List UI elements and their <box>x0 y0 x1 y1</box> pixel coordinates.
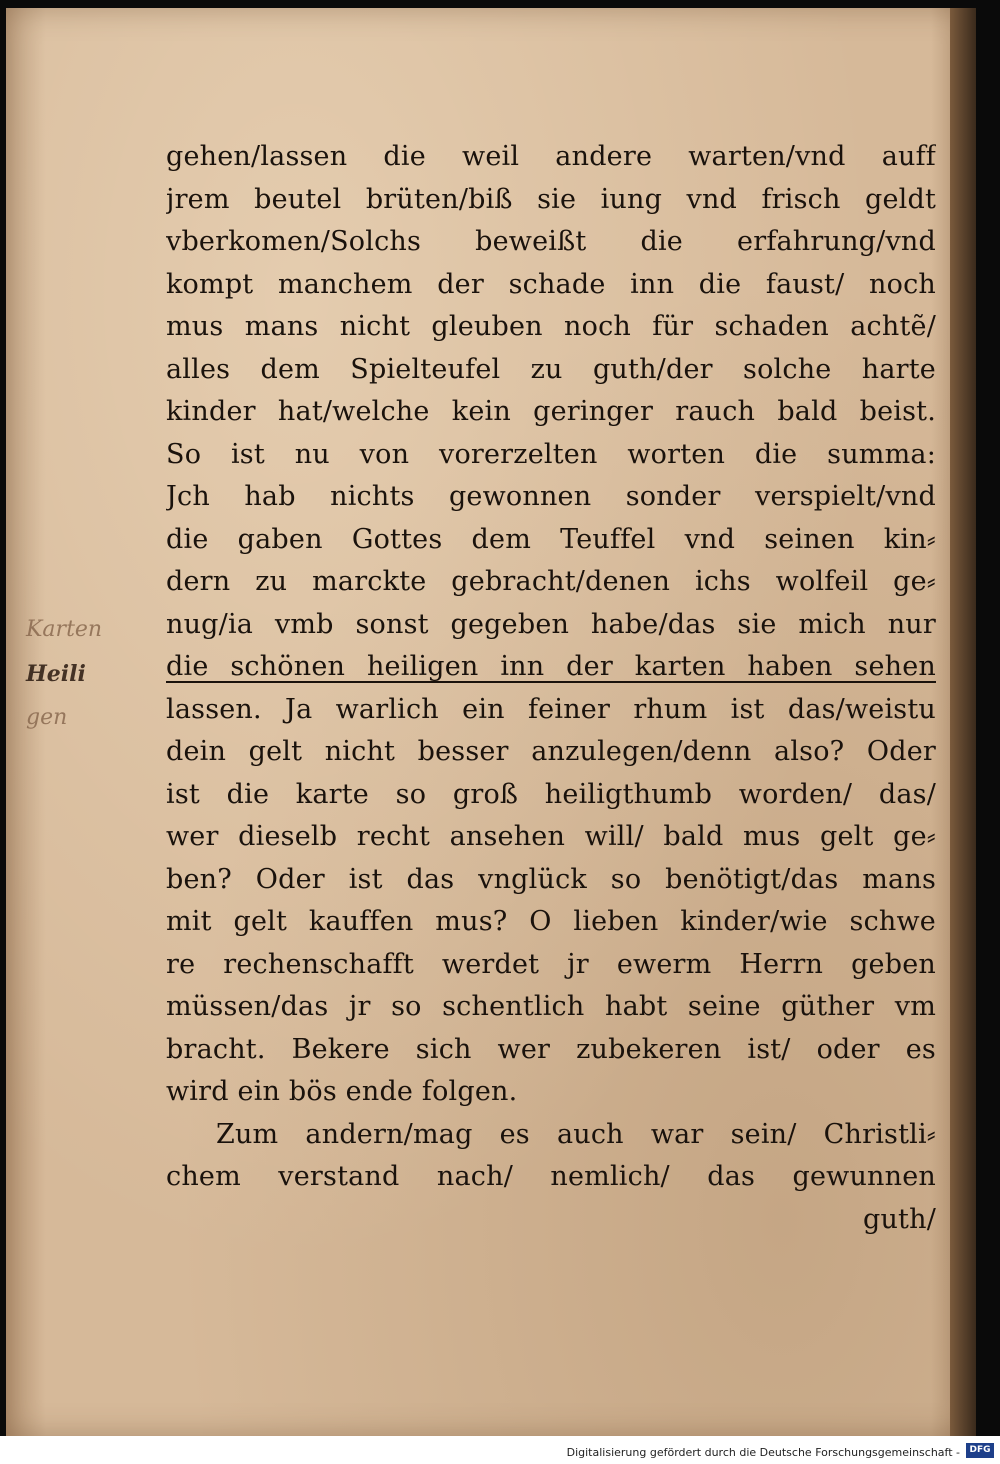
text-line: dern zu marckte gebracht/denen ichs wolfeil ge⸗ <box>166 566 936 597</box>
page-gutter <box>950 8 976 1436</box>
text-line: So ist nu von vorerzelten worten die summa: <box>166 438 936 470</box>
text-line: nug/ia vmb sonst gegeben habe/das sie mich nur <box>166 608 936 640</box>
text-line: die gaben Gottes dem Teuffel vnd seinen kin⸗ <box>166 523 936 555</box>
marginal-note-line: Karten <box>26 617 103 642</box>
text-line: müssen/das jr so schentlich habt seine güther vm <box>166 991 936 1022</box>
text-line: kinder hat/welche kein geringer rauch bald beist. <box>166 396 936 427</box>
funding-credit: Digitalisierung gefördert durch die Deutsche Forschungsgemeinschaft - <box>566 1446 960 1459</box>
text-line: vberkomen/Solchs beweißt die erfahrung/vnd <box>166 226 936 257</box>
text-line: ist die karte so groß heiligthumb worden/ das/ <box>166 778 936 810</box>
text-line: bracht. Bekere sich wer zubekeren ist/ oder es <box>166 1033 936 1065</box>
text-line: kompt manchem der schade inn die faust/ noch <box>166 268 936 300</box>
text-line: dein gelt nicht besser anzulegen/denn also? Oder <box>166 736 936 767</box>
text-line: lassen. Ja warlich ein feiner rhum ist das/weistu <box>166 693 936 725</box>
text-line-underlined: die schönen heiligen inn der karten haben sehen <box>166 651 936 682</box>
text-line: re rechenschafft werdet jr ewerm Herrn geben <box>166 948 936 980</box>
text-line: mus mans nicht gleuben noch für schaden achtẽ/ <box>166 311 936 342</box>
text-line: alles dem Spielteufel zu guth/der solche harte <box>166 353 936 385</box>
text-line: wer dieselb recht ansehen will/ bald mus gelt ge⸗ <box>166 821 936 852</box>
dfg-logo: DFG <box>966 1443 994 1458</box>
body-text <box>166 136 936 1241</box>
marginal-note-line: gen <box>26 705 68 730</box>
text-line: mit gelt kauffen mus? O lieben kinder/wie schwe <box>166 906 936 937</box>
text-line: ben? Oder ist das vnglück so benötigt/das mans <box>166 863 936 895</box>
text-line: chem verstand nach/ nemlich/ das gewunnen <box>166 1161 936 1192</box>
text-line: Zum andern/mag es auch war sein/ Christli⸗ <box>216 1118 936 1150</box>
text-line: gehen/lassen die weil andere warten/vnd auff <box>166 141 936 172</box>
scanned-page <box>6 8 976 1436</box>
text-line: Jch hab nichts gewonnen sonder verspielt/vnd <box>166 481 936 512</box>
footer-bar <box>0 1436 1000 1464</box>
catchword: guth/ <box>862 1203 936 1235</box>
marginal-note <box>26 608 161 740</box>
text-line: jrem beutel brüten/biß sie iung vnd frisch geldt <box>166 183 936 215</box>
text-line: wird ein bös ende folgen. <box>166 1076 518 1107</box>
marginal-note-line: Heili <box>26 661 86 687</box>
